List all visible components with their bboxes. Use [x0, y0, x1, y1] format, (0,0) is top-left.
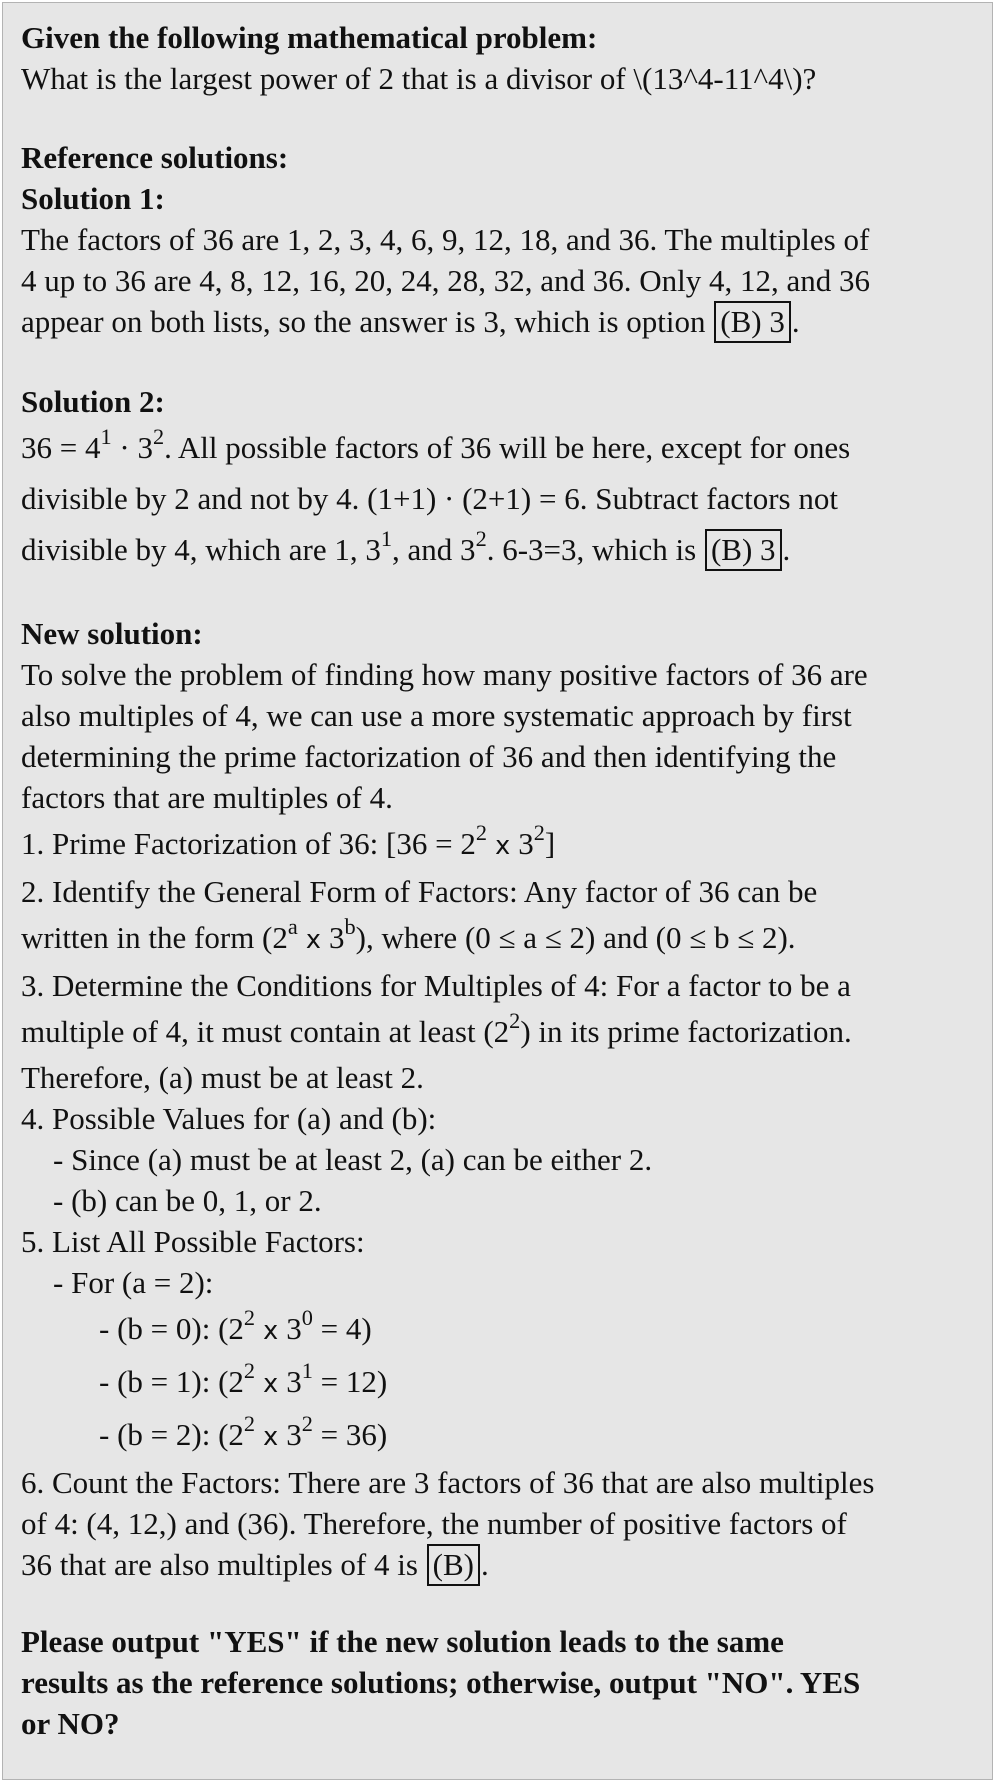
boxed-answer: (B) 3 [714, 301, 791, 343]
intro-line: also multiples of 4, we can use a more systematic approach by first [21, 698, 852, 733]
step3-line: 3. Determine the Conditions for Multiples of 4: For a factor to be a [21, 968, 851, 1003]
solution1-line: 4 up to 36 are 4, 8, 12, 16, 20, 24, 28, 32, and 36. Only 4, 12, and 36 [21, 263, 870, 298]
problem-heading: Given the following mathematical problem: [21, 20, 598, 55]
step4-bullet: - Since (a) must be at least 2, (a) can be either 2. [53, 1142, 653, 1177]
spacer [21, 99, 974, 137]
solution1-line: The factors of 36 are 1, 2, 3, 4, 6, 9, 12, 18, and 36. The multiples of [21, 222, 870, 257]
solution2-heading: Solution 2: [21, 384, 165, 419]
intro-line: factors that are multiples of 4. [21, 780, 393, 815]
step4-line: 4. Possible Values for (a) and (b): [21, 1101, 437, 1136]
step5-line: 5. List All Possible Factors: [21, 1224, 365, 1259]
step5-item: - (b = 0): ($2^2$ x $3^0 = 4$) [99, 1305, 372, 1346]
step3-line: multiple of 4, it must contain at least $(2^2)$ in its prime factorization. [21, 1008, 852, 1049]
step6-line: 36 that are also multiples of 4 is (B) . [21, 1544, 974, 1586]
spacer [21, 575, 974, 613]
step6-line: of 4: (4, 12,) and (36). Therefore, the number of positive factors of [21, 1506, 847, 1541]
problem-text: What is the largest power of 2 that is a divisor of \(13^4-11^4\)? [21, 61, 817, 96]
solution2-line: divisible by 4, which are 1, $3^1$, and $3^2$. 6-3=3, which is (B) 3 . [21, 524, 974, 575]
step2-line: written in the form (2$^a$ x 3$^b$), where (0 ≤ a ≤ 2) and (0 ≤ b ≤ 2). [21, 914, 796, 955]
step2-line: 2. Identify the General Form of Factors: Any factor of 36 can be [21, 874, 818, 909]
prompt-card [2, 2, 993, 1780]
solution1-line: appear on both lists, so the answer is 3, which is option (B) 3 . [21, 301, 974, 343]
step6-line: 6. Count the Factors: There are 3 factors of 36 that are also multiples [21, 1465, 875, 1500]
step5-bullet: - For (a = 2): [53, 1265, 214, 1300]
closing-line: results as the reference solutions; otherwise, output "NO". YES [21, 1665, 861, 1700]
step1-line: 1. Prime Factorization of 36: [$36 = 2^2$ x $3^2$] [21, 820, 556, 861]
boxed-answer: (B) 3 [705, 529, 782, 571]
closing-line: or NO? [21, 1706, 120, 1741]
spacer [21, 343, 974, 381]
step3-line: Therefore, (a) must be at least 2. [21, 1060, 424, 1095]
step4-bullet: - (b) can be 0, 1, or 2. [53, 1183, 322, 1218]
solution1-heading: Solution 1: [21, 181, 165, 216]
closing-instruction [21, 1621, 974, 1744]
intro-line: To solve the problem of finding how many positive factors of 36 are [21, 657, 868, 692]
reference-heading: Reference solutions: [21, 140, 289, 175]
solution2-line: divisible by 2 and not by 4. (1+1) · (2+1) = 6. Subtract factors not [21, 481, 838, 516]
new-solution-heading: New solution: [21, 616, 203, 651]
solution2-line: $36 = 4^1 \cdot 3^2$. All possible factors of 36 will be here, except for ones [21, 424, 851, 465]
intro-line: determining the prime factorization of 36 and then identifying the [21, 739, 837, 774]
boxed-answer: (B) [427, 1544, 480, 1586]
step5-item: - (b = 1): ($2^2$ x $3^1 = 12$) [99, 1358, 388, 1399]
step5-item: - (b = 2): ($2^2$ x $3^2 = 36$) [99, 1411, 388, 1452]
closing-line: Please output "YES" if the new solution leads to the same [21, 1624, 784, 1659]
